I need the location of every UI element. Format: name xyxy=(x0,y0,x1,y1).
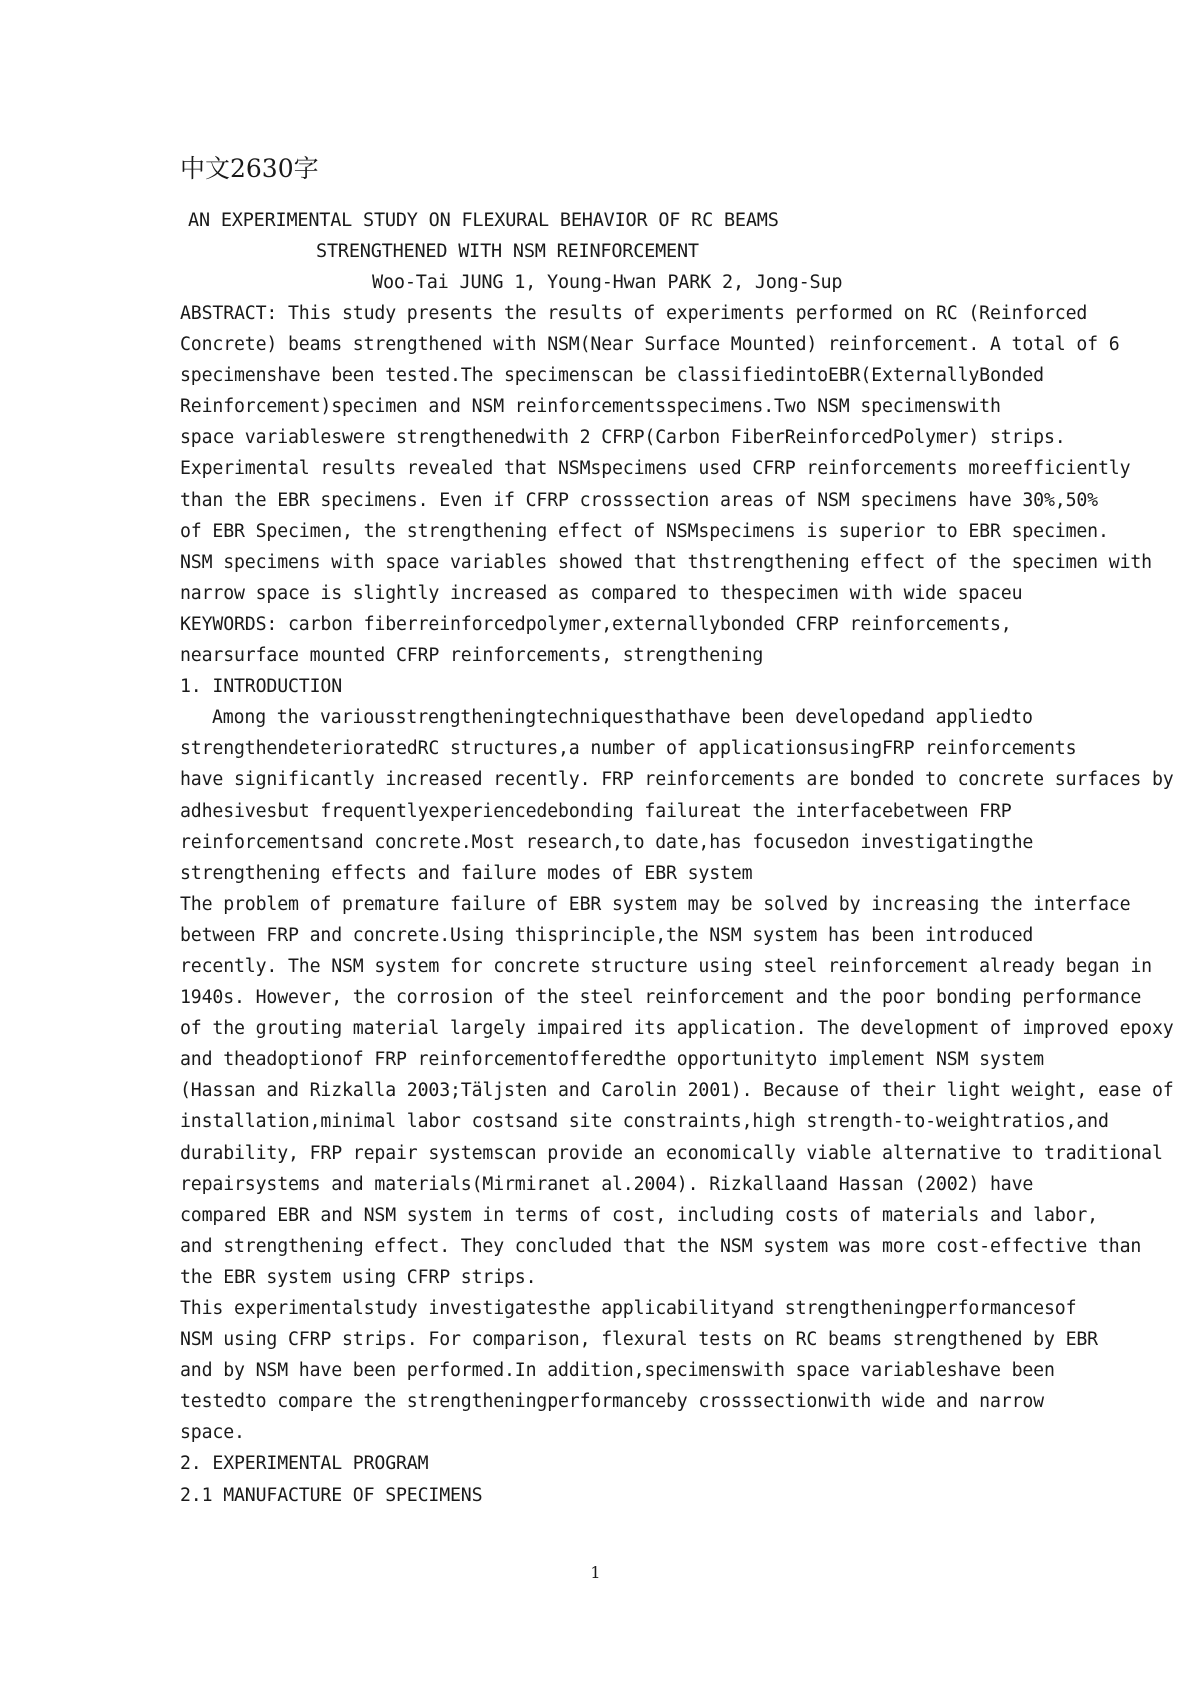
introduction-line: repairsystems and materials(Mirmiranet al.2004). Rizkallaand Hassan (2002) have xyxy=(180,1173,1034,1195)
introduction-line: Among the variousstrengtheningtechniquesthathave been developedand appliedto xyxy=(212,707,1033,729)
introduction-line: and strengthening effect. They concluded that the NSM system was more cost-effective than xyxy=(180,1235,1142,1257)
introduction-line: testedto compare the strengtheningperformanceby crosssectionwith wide and narrow xyxy=(180,1391,1044,1413)
abstract-line: NSM specimens with space variables showed that thstrengthening effect of the specimen with xyxy=(180,551,1152,573)
introduction-line: reinforcementsand concrete.Most research,to date,has focusedon investigatingthe xyxy=(180,831,1034,853)
paper-title-line-2: STRENGTHENED WITH NSM REINFORCEMENT xyxy=(316,241,699,262)
keywords-line: nearsurface mounted CFRP reinforcements, strengthening xyxy=(180,645,764,667)
introduction-line: and theadoptionof FRP reinforcementofferedthe opportunityto implement NSM system xyxy=(180,1049,1044,1071)
abstract-line: Experimental results revealed that NSMspecimens used CFRP reinforcements moreefficiently xyxy=(180,458,1131,480)
page-number: 1 xyxy=(590,1563,601,1582)
introduction-line: adhesivesbut frequentlyexperiencedebonding failureat the interfacebetween FRP xyxy=(180,800,1012,822)
introduction-line: strengthening effects and failure modes of EBR system xyxy=(180,862,753,884)
abstract-line: narrow space is slightly increased as compared to thespecimen with wide spaceu xyxy=(180,582,1023,604)
subsection-heading-manufacture: 2.1 MANUFACTURE OF SPECIMENS xyxy=(180,1484,483,1506)
section-heading-introduction: 1. INTRODUCTION xyxy=(180,676,342,698)
introduction-line: installation,minimal labor costsand site constraints,high strength-to-weightratios,and xyxy=(180,1111,1109,1133)
introduction-line: durability, FRP repair systemscan provide an economically viable alternative to traditional xyxy=(180,1142,1163,1164)
word-count-note: 中文2630字 xyxy=(180,154,319,183)
abstract-line: ABSTRACT: This study presents the results of experiments performed on RC (Reinforced xyxy=(180,303,1088,324)
keywords-line: KEYWORDS: carbon fiberreinforcedpolymer,externallybonded CFRP reinforcements, xyxy=(180,613,1012,635)
introduction-line: space. xyxy=(180,1422,245,1444)
introduction-line: The problem of premature failure of EBR system may be solved by increasing the interface xyxy=(180,893,1131,915)
abstract-line: than the EBR specimens. Even if CFRP crosssection areas of NSM specimens have 30%,50% xyxy=(180,489,1098,511)
abstract-line: of EBR Specimen, the strengthening effect of NSMspecimens is superior to EBR specimen. xyxy=(180,520,1109,542)
introduction-line: This experimentalstudy investigatesthe applicabilityand strengtheningperformancesof xyxy=(180,1298,1077,1319)
introduction-line: of the grouting material largely impaired its application. The development of improved epoxy xyxy=(180,1018,1174,1040)
body-text xyxy=(180,298,1185,1511)
introduction-line: compared EBR and NSM system in terms of cost, including costs of materials and labor, xyxy=(180,1204,1098,1226)
introduction-line: the EBR system using CFRP strips. xyxy=(180,1266,537,1288)
introduction-line: have significantly increased recently. FRP reinforcements are bonded to concrete surfaces by xyxy=(180,769,1174,791)
abstract-line: Reinforcement)specimen and NSM reinforcementsspecimens.Two NSM specimenswith xyxy=(180,396,1001,418)
section-heading-experimental-program: 2. EXPERIMENTAL PROGRAM xyxy=(180,1453,429,1475)
introduction-line: NSM using CFRP strips. For comparison, flexural tests on RC beams strengthened by EBR xyxy=(180,1329,1098,1351)
introduction-line: strengthendeterioratedRC structures,a number of applicationsusingFRP reinforcements xyxy=(180,738,1077,760)
abstract-line: space variableswere strengthenedwith 2 CFRP(Carbon FiberReinforcedPolymer) strips. xyxy=(180,427,1066,449)
introduction-line: (Hassan and Rizkalla 2003;Täljsten and Carolin 2001). Because of their light weight, ease of xyxy=(180,1080,1174,1102)
introduction-line: 1940s. However, the corrosion of the steel reinforcement and the poor bonding performance xyxy=(180,987,1142,1009)
abstract-line: Concrete) beams strengthened with NSM(Near Surface Mounted) reinforcement. A total of 6 xyxy=(180,334,1120,356)
introduction-line: recently. The NSM system for concrete structure using steel reinforcement already began in xyxy=(180,955,1152,977)
paper-title-line-1: AN EXPERIMENTAL STUDY ON FLEXURAL BEHAVIOR OF RC BEAMS xyxy=(188,210,779,231)
author-list: Woo-Tai JUNG 1, Young-Hwan PARK 2, Jong-Sup xyxy=(372,272,843,293)
abstract-line: specimenshave been tested.The specimenscan be classifiedintoEBR(ExternallyBonded xyxy=(180,365,1044,387)
introduction-line: and by NSM have been performed.In addition,specimenswith space variableshave been xyxy=(180,1360,1055,1382)
introduction-line: between FRP and concrete.Using thisprinciple,the NSM system has been introduced xyxy=(180,924,1034,946)
